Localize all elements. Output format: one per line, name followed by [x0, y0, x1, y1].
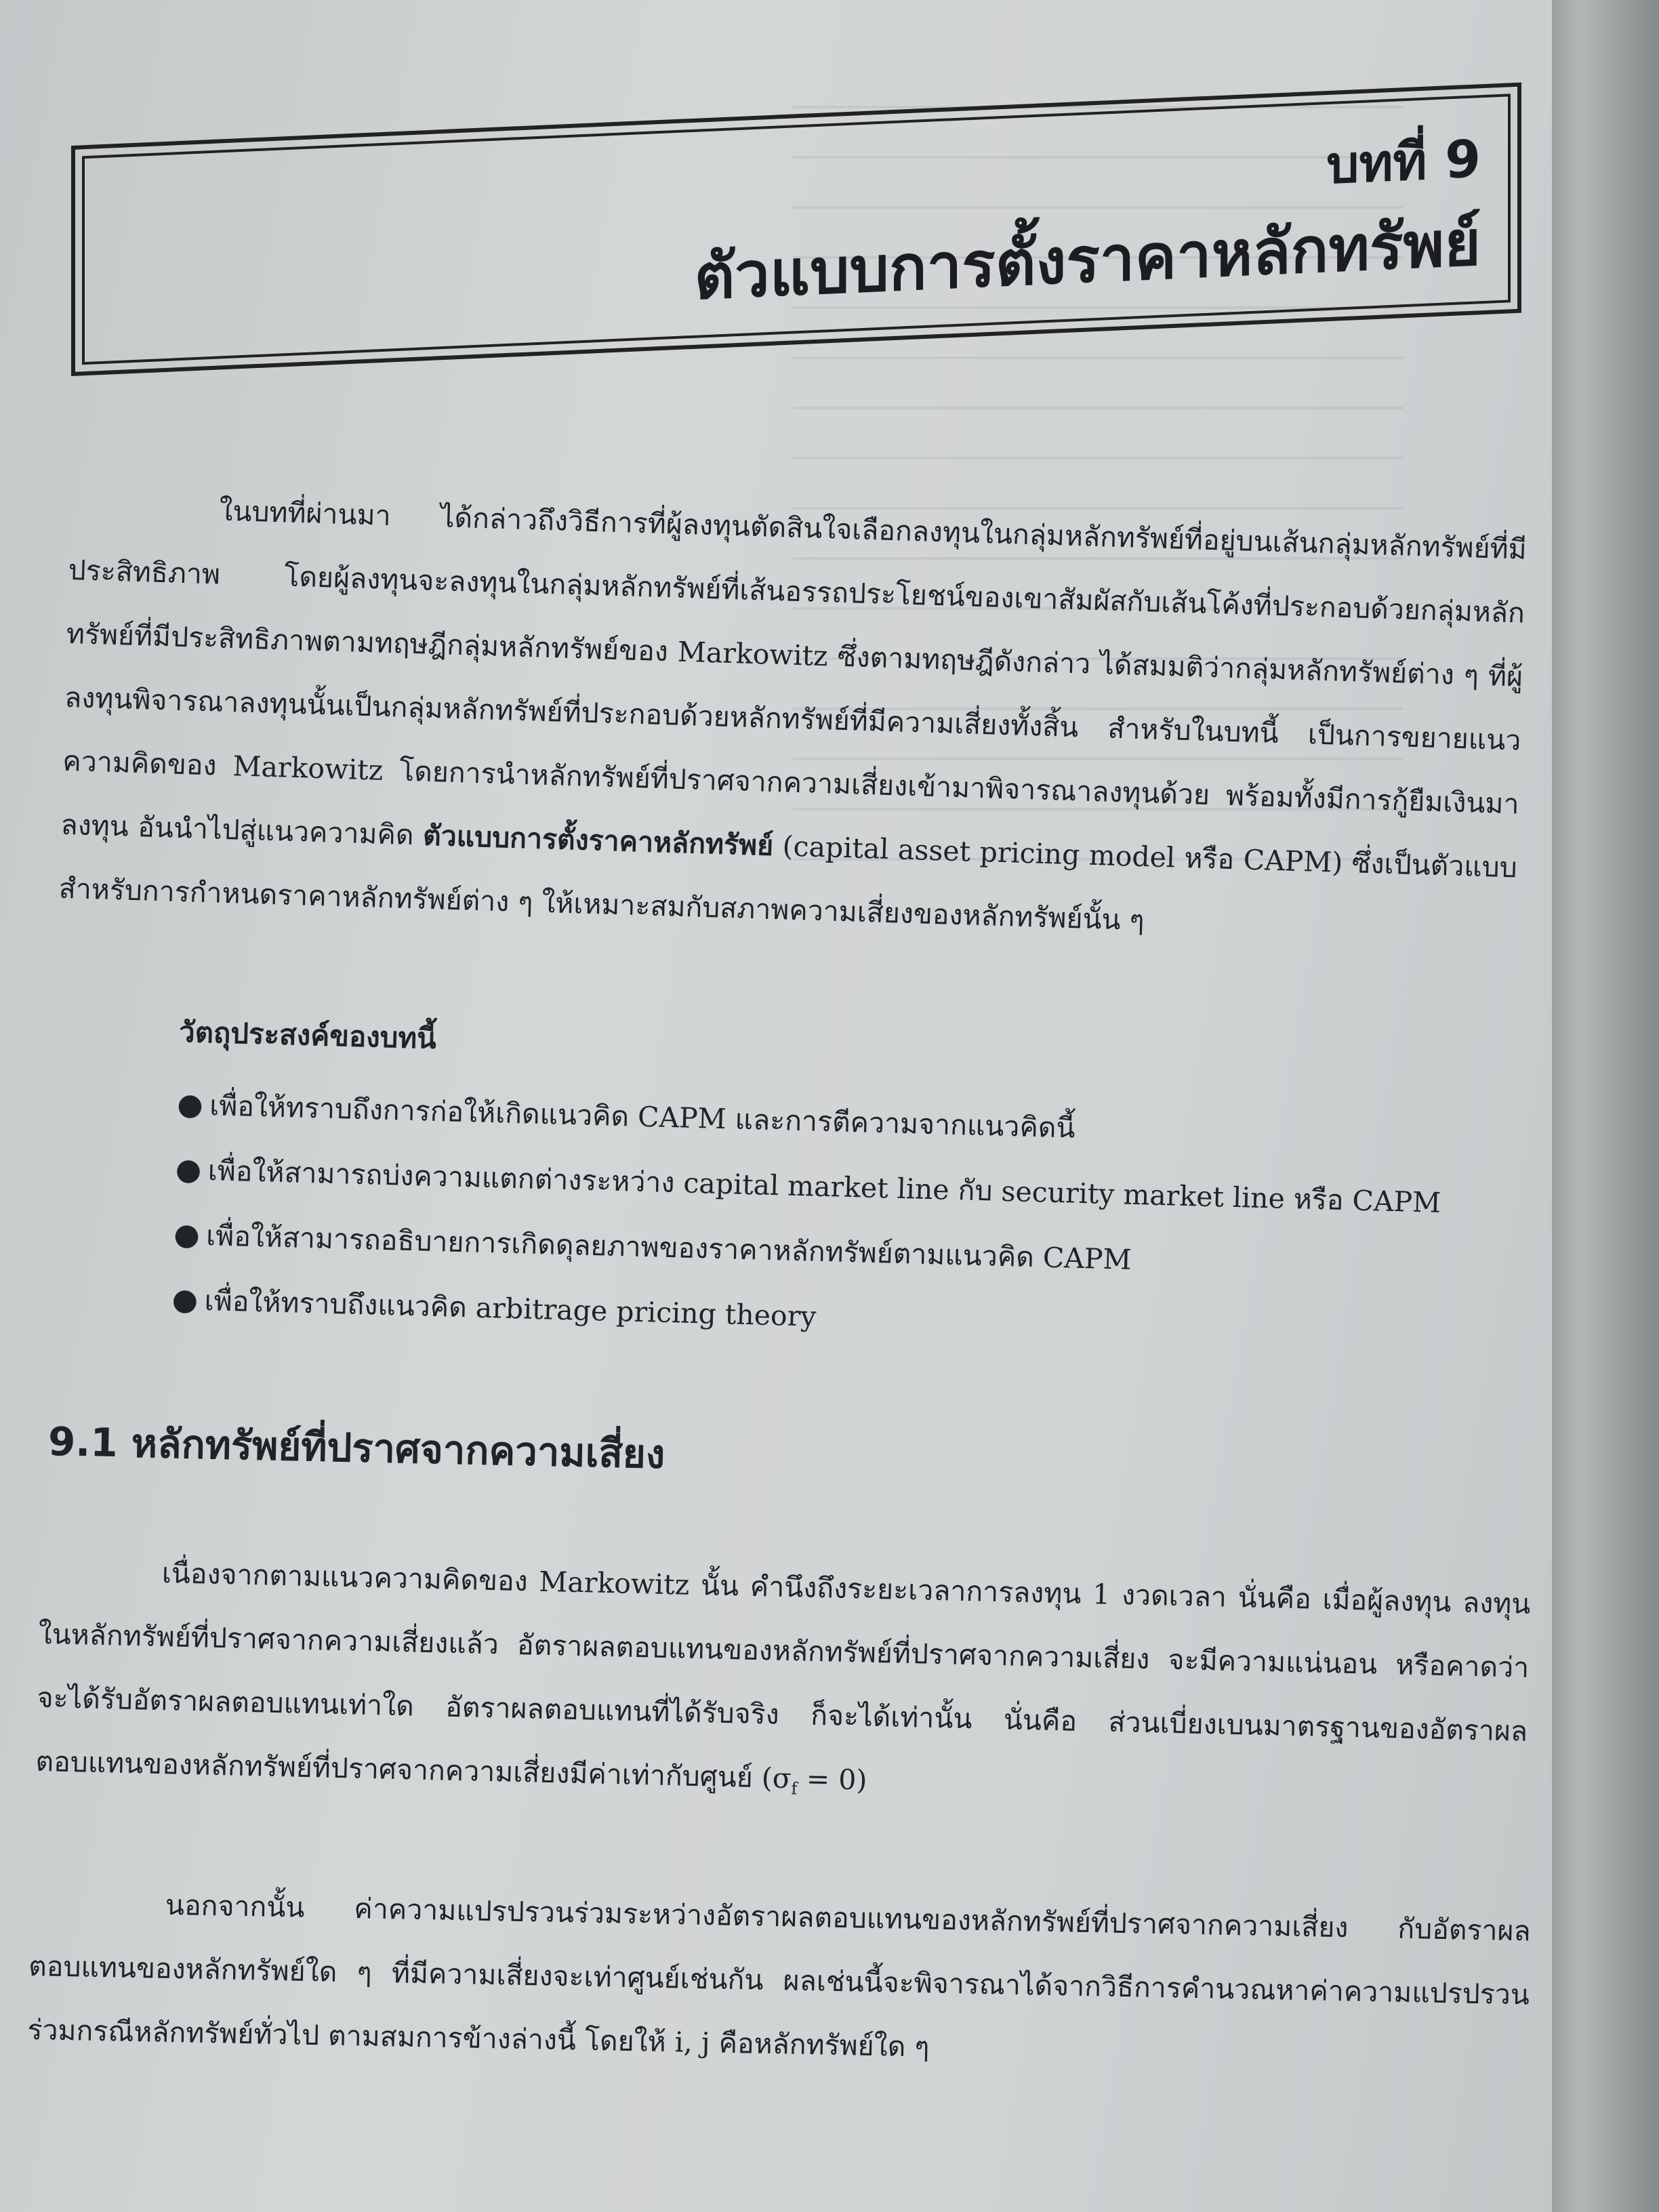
objectives-list	[171, 1072, 1519, 1368]
objective-text: เพื่อให้ทราบถึงแนวคิด arbitrage pricing theory	[204, 1284, 817, 1333]
bullet-icon: ●	[171, 1282, 199, 1317]
bullet-icon: ●	[176, 1086, 204, 1122]
paragraph-text: เนื่องจากตามแนวความคิดของ Markowitz นั้น คำนึงถึงระยะเวลาการลงทุน 1 งวดเวลา นั่นคือ เมื่อผู้ลงทุน ลงทุนในหลักทรัพย์ที่ปราศจากความเสี่ยงแล้ว อัตราผลตอบแทนของหลักทรัพย์ที่ปราศจากความเสี่ยง จะมีความแน่นอน หรือคาดว่าจะได้รับอัตราผลตอบแทนเท่าใด อัตราผลตอบแทนที่ได้รับจริง ก็จะได้เท่านั้น นั่นคือ ส่วนเบี่ยงเบนมาตรฐานของอัตราผลตอบแทนของหลักทรัพย์ที่ปราศจากความเสี่ยงมีค่าเท่ากับศูนย์	[35, 1557, 1531, 1794]
book-spine-shadow	[1552, 0, 1659, 2212]
section-heading: 9.1 หลักทรัพย์ที่ปราศจากความเสี่ยง	[47, 1418, 665, 1478]
intro-text-after: (capital asset pricing model หรือ CAPM) ซึ่งเป็นตัวแบบสำหรับการกำหนดราคาหลักทรัพย์ต่าง ๆ ให้เหมาะสมกับสภาพความเสี่ยงของหลักทรัพย์นั้น ๆ	[58, 830, 1518, 937]
section-paragraph-2: นอกจากนั้น ค่าความแปรปรวนร่วมระหว่างอัตราผลตอบแทนของหลักทรัพย์ที่ปราศจากความเสี่ยง กับอัตราผลตอบแทนของหลักทรัพย์ใด ๆ ที่มีความเสี่ยงจะเท่าศูนย์เช่นกัน ผลเช่นนี้จะพิจารณาได้จากวิธีการคำนวณหาค่าความแปรปรวนร่วมกรณีหลักทรัพย์ทั่วไป ตามสมการข้างล่างนี้ โดยให้ i, j คือหลักทรัพย์ใด ๆ	[27, 1888, 1532, 2064]
formula-subscript: f	[791, 1778, 798, 1799]
intro-bold-phrase: ตัวแบบการตั้งราคาหลักทรัพย์	[422, 819, 774, 862]
objectives-block	[171, 1010, 1521, 1368]
formula-sigma: (σ	[761, 1761, 792, 1795]
objective-text: เพื่อให้สามารถบ่งความแตกต่างระหว่าง capital market line กับ security market line หรือ CAPM	[207, 1154, 1441, 1219]
section-paragraph-1	[35, 1538, 1531, 1837]
formula-rest: = 0)	[797, 1762, 867, 1797]
objectives-heading: วัตถุประสงค์ของบทนี้	[178, 1015, 437, 1055]
chapter-number: บทที่ 9	[1326, 128, 1481, 196]
sigma-formula	[761, 1761, 867, 1797]
objective-text: เพื่อให้สามารถอธิบายการเกิดดุลยภาพของราคาหลักทรัพย์ตามแนวคิด CAPM	[205, 1219, 1132, 1276]
bullet-icon: ●	[175, 1151, 202, 1187]
intro-text: ในบทที่ผ่านมา ได้กล่าวถึงวิธีการที่ผู้ลงทุนตัดสินใจเลือกลงทุนในกลุ่มหลักทรัพย์ที่อยู่บนเส้นกลุ่มหลักทรัพย์ที่มีประสิทธิภาพ โดยผู้ลงทุนจะลงทุนในกลุ่มหลักทรัพย์ที่เส้นอรรถประโยชน์ของเขาสัมผัสกับเส้นโค้งที่ประกอบด้วยกลุ่มหลักทรัพย์ที่มีประสิทธิภาพตามทฤษฎีกลุ่มหลักทรัพย์ของ Markowitz ซึ่งตามทฤษฎีดังกล่าว ได้สมมติว่ากลุ่มหลักทรัพย์ต่าง ๆ ที่ผู้ลงทุนพิจารณาลงทุนนั้นเป็นกลุ่มหลักทรัพย์ที่ประกอบด้วยหลักทรัพย์ที่มีความเสี่ยงทั้งสิ้น สำหรับในบทนี้ เป็นการขยายแนวความคิดของ Markowitz โดยการนำหลักทรัพย์ที่ปราศจากความเสี่ยงเข้ามาพิจารณาลงทุนด้วย พร้อมทั้งมีการกู้ยืมเงินมาลงทุน อันนำไปสู่แนวความคิด	[60, 494, 1528, 852]
chapter-title: ตัวแบบการตั้งราคาหลักทรัพย์	[694, 207, 1481, 314]
bullet-icon: ●	[173, 1216, 201, 1252]
intro-paragraph	[58, 474, 1528, 963]
objective-text: เพื่อให้ทราบถึงการก่อให้เกิดแนวคิด CAPM และการตีความจากแนวคิดนี้	[209, 1089, 1076, 1145]
